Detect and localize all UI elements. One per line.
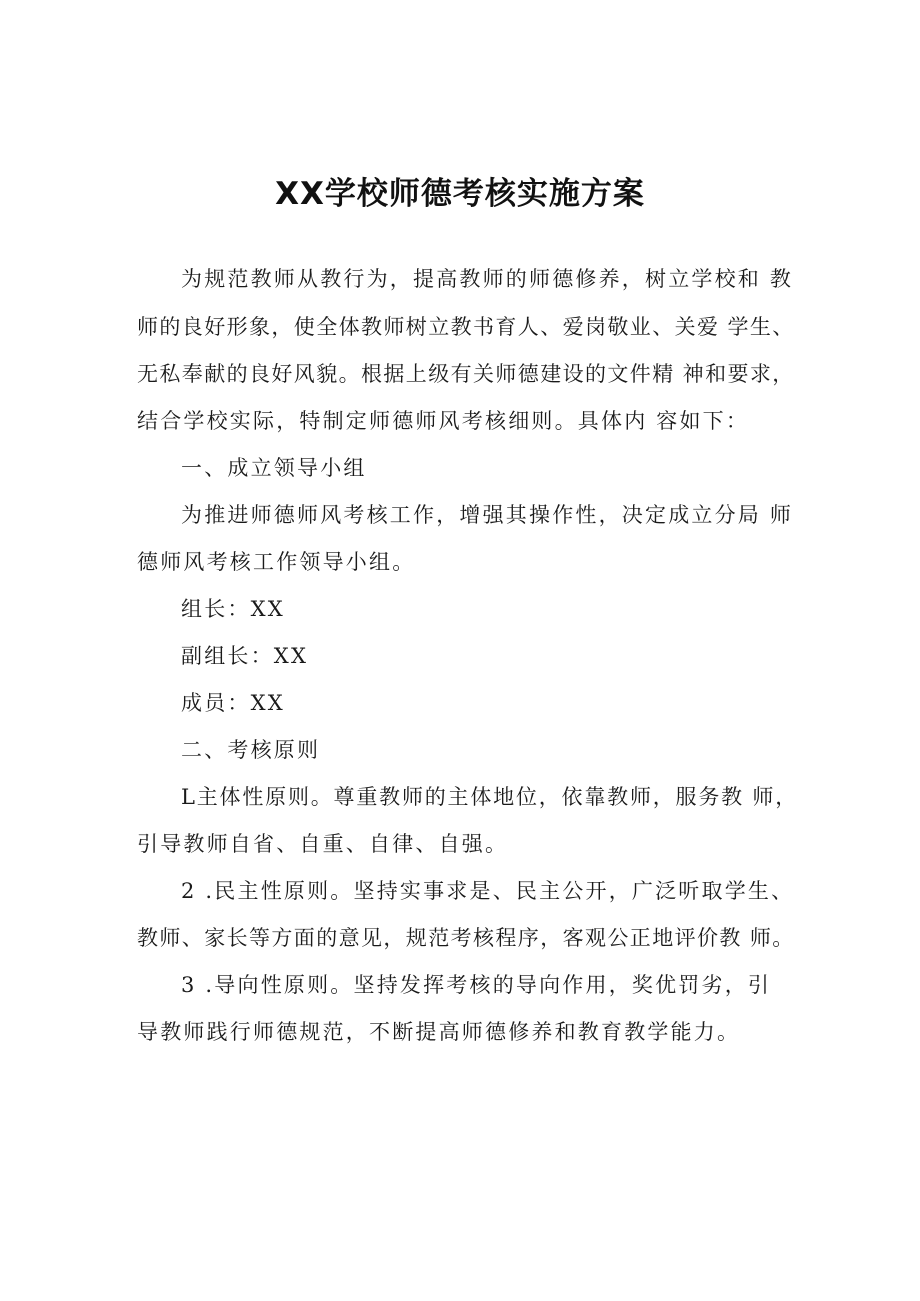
paragraph-line: 结合学校实际，特制定师德师风考核细则。具体内 容如下：: [137, 409, 750, 433]
group-members: 成员：XX: [181, 691, 285, 715]
group-leader: 组长：XX: [181, 597, 285, 621]
principle-3-line: 导教师践行师德规范，不断提高师德修养和教育教学能力。: [137, 1020, 741, 1044]
section-heading-principles: 二、考核原则: [181, 738, 321, 762]
paragraph-line: 为推进师德师风考核工作，增强其操作性，决定成立分局 师: [181, 503, 794, 527]
principle-1-line: L主体性原则。尊重教师的主体地位，依靠教师，服务教 师，: [181, 785, 799, 809]
principle-2-line: 教师、家长等方面的意见，规范考核程序，客观公正地评价教 师。: [137, 926, 795, 950]
paragraph-line: 德师风考核工作领导小组。: [137, 550, 416, 574]
deputy-group-leader: 副组长：XX: [181, 644, 309, 668]
paragraph-line: 无私奉献的良好风貌。根据上级有关师德建设的文件精 神和要求，: [137, 362, 795, 386]
principle-1-line: 引导教师自省、自重、自律、自强。: [137, 832, 509, 856]
principle-2-line: 2 .民主性原则。坚持实事求是、民主公开，广泛听取学生、: [181, 879, 795, 903]
section-heading-leadership: 一、成立领导小组: [181, 456, 367, 480]
document-title: XX学校师德考核实施方案: [275, 176, 645, 212]
paragraph-line: 为规范教师从教行为，提高教师的师德修养，树立学校和 教: [181, 267, 794, 291]
paragraph-line: 师的良好形象，使全体教师树立教书育人、爱岗敬业、关爱 学生、: [137, 315, 795, 339]
principle-3-line: 3 .导向性原则。坚持发挥考核的导向作用，奖优罚劣，引: [181, 973, 772, 997]
